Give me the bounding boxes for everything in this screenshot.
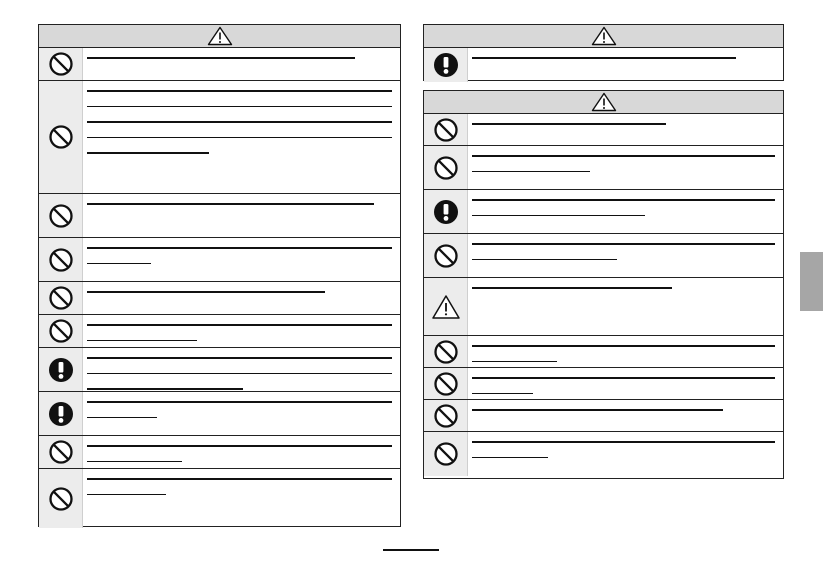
warning-triangle-icon [591,92,617,112]
mandatory-action-icon [424,48,468,82]
safety-row [424,190,783,234]
text-line [472,361,557,363]
safety-text [83,48,400,80]
safety-row [424,146,783,190]
prohibition-icon [424,368,468,399]
safety-row [39,238,400,282]
safety-text [468,234,783,277]
prohibition-icon [39,81,83,193]
safety-row [39,81,400,194]
warning-panel-right-top [423,24,784,81]
text-line [87,401,392,403]
prohibition-icon [39,282,83,314]
text-line [87,388,243,390]
mandatory-action-icon [39,392,83,435]
safety-text [83,282,400,314]
text-line [87,247,392,249]
prohibition-icon [424,146,468,189]
safety-row [424,432,783,476]
text-line [87,57,355,59]
safety-text [83,81,400,193]
prohibition-icon [424,234,468,277]
safety-row [39,282,400,315]
text-line [87,203,374,205]
text-line [472,377,775,379]
text-line [87,445,392,447]
text-line [87,152,209,154]
text-line [87,137,392,139]
safety-text [468,48,783,82]
text-line [472,171,590,173]
text-line [87,357,392,359]
safety-row [39,194,400,238]
safety-text [83,238,400,281]
text-line [87,461,182,463]
text-line [87,494,166,496]
safety-row [424,368,783,400]
text-line [472,287,672,289]
warning-header [39,25,400,48]
text-line [472,243,775,245]
safety-text [83,436,400,468]
safety-text [468,400,783,431]
prohibition-icon [39,469,83,528]
safety-text [468,190,783,233]
safety-row [39,392,400,436]
text-line [472,457,548,459]
safety-text [468,368,783,399]
warning-rows [39,48,400,528]
text-line [87,90,392,92]
safety-text [468,278,783,335]
prohibition-icon [39,48,83,80]
prohibition-icon [424,336,468,367]
text-line [472,393,533,395]
text-line [472,441,775,443]
text-line [87,340,197,342]
safety-row [39,315,400,348]
safety-row [39,469,400,528]
text-line [87,417,157,419]
safety-text [83,348,400,391]
caution-triangle-icon [424,278,468,335]
safety-row [424,400,783,432]
text-line [472,57,736,59]
prohibition-icon [39,194,83,237]
text-line [87,291,325,293]
caution-rows [424,114,783,476]
caution-panel-right [423,90,784,479]
text-line [472,345,775,347]
text-line [87,373,392,375]
text-line [472,123,666,125]
text-line [87,121,392,123]
safety-text [83,315,400,347]
prohibition-icon [39,436,83,468]
safety-text [83,194,400,237]
safety-text [83,392,400,435]
warning-header [424,25,783,48]
warning-triangle-icon [207,26,233,46]
safety-text [468,114,783,145]
warning-triangle-icon [591,26,617,46]
prohibition-icon [424,400,468,431]
prohibition-icon [39,315,83,347]
safety-row [39,436,400,469]
text-line [472,259,617,261]
prohibition-icon [39,238,83,281]
safety-text [468,336,783,367]
safety-row [39,48,400,81]
safety-row [424,234,783,278]
safety-row [424,114,783,146]
safety-text [468,432,783,476]
chapter-side-tab [800,252,823,311]
text-line [87,478,392,480]
text-line [472,409,723,411]
safety-text [468,146,783,189]
mandatory-action-icon [39,348,83,391]
text-line [87,106,392,108]
text-line [87,324,392,326]
text-line [472,215,645,217]
prohibition-icon [424,114,468,145]
page-number-line [383,549,439,551]
caution-header [424,91,783,114]
prohibition-icon [424,432,468,476]
safety-row [39,348,400,392]
text-line [87,263,151,265]
text-line [472,155,775,157]
text-line [472,199,775,201]
mandatory-action-icon [424,190,468,233]
safety-text [83,469,400,528]
safety-row [424,48,783,82]
safety-row [424,278,783,336]
warning-rows [424,48,783,82]
safety-row [424,336,783,368]
warning-panel-left [38,24,401,527]
